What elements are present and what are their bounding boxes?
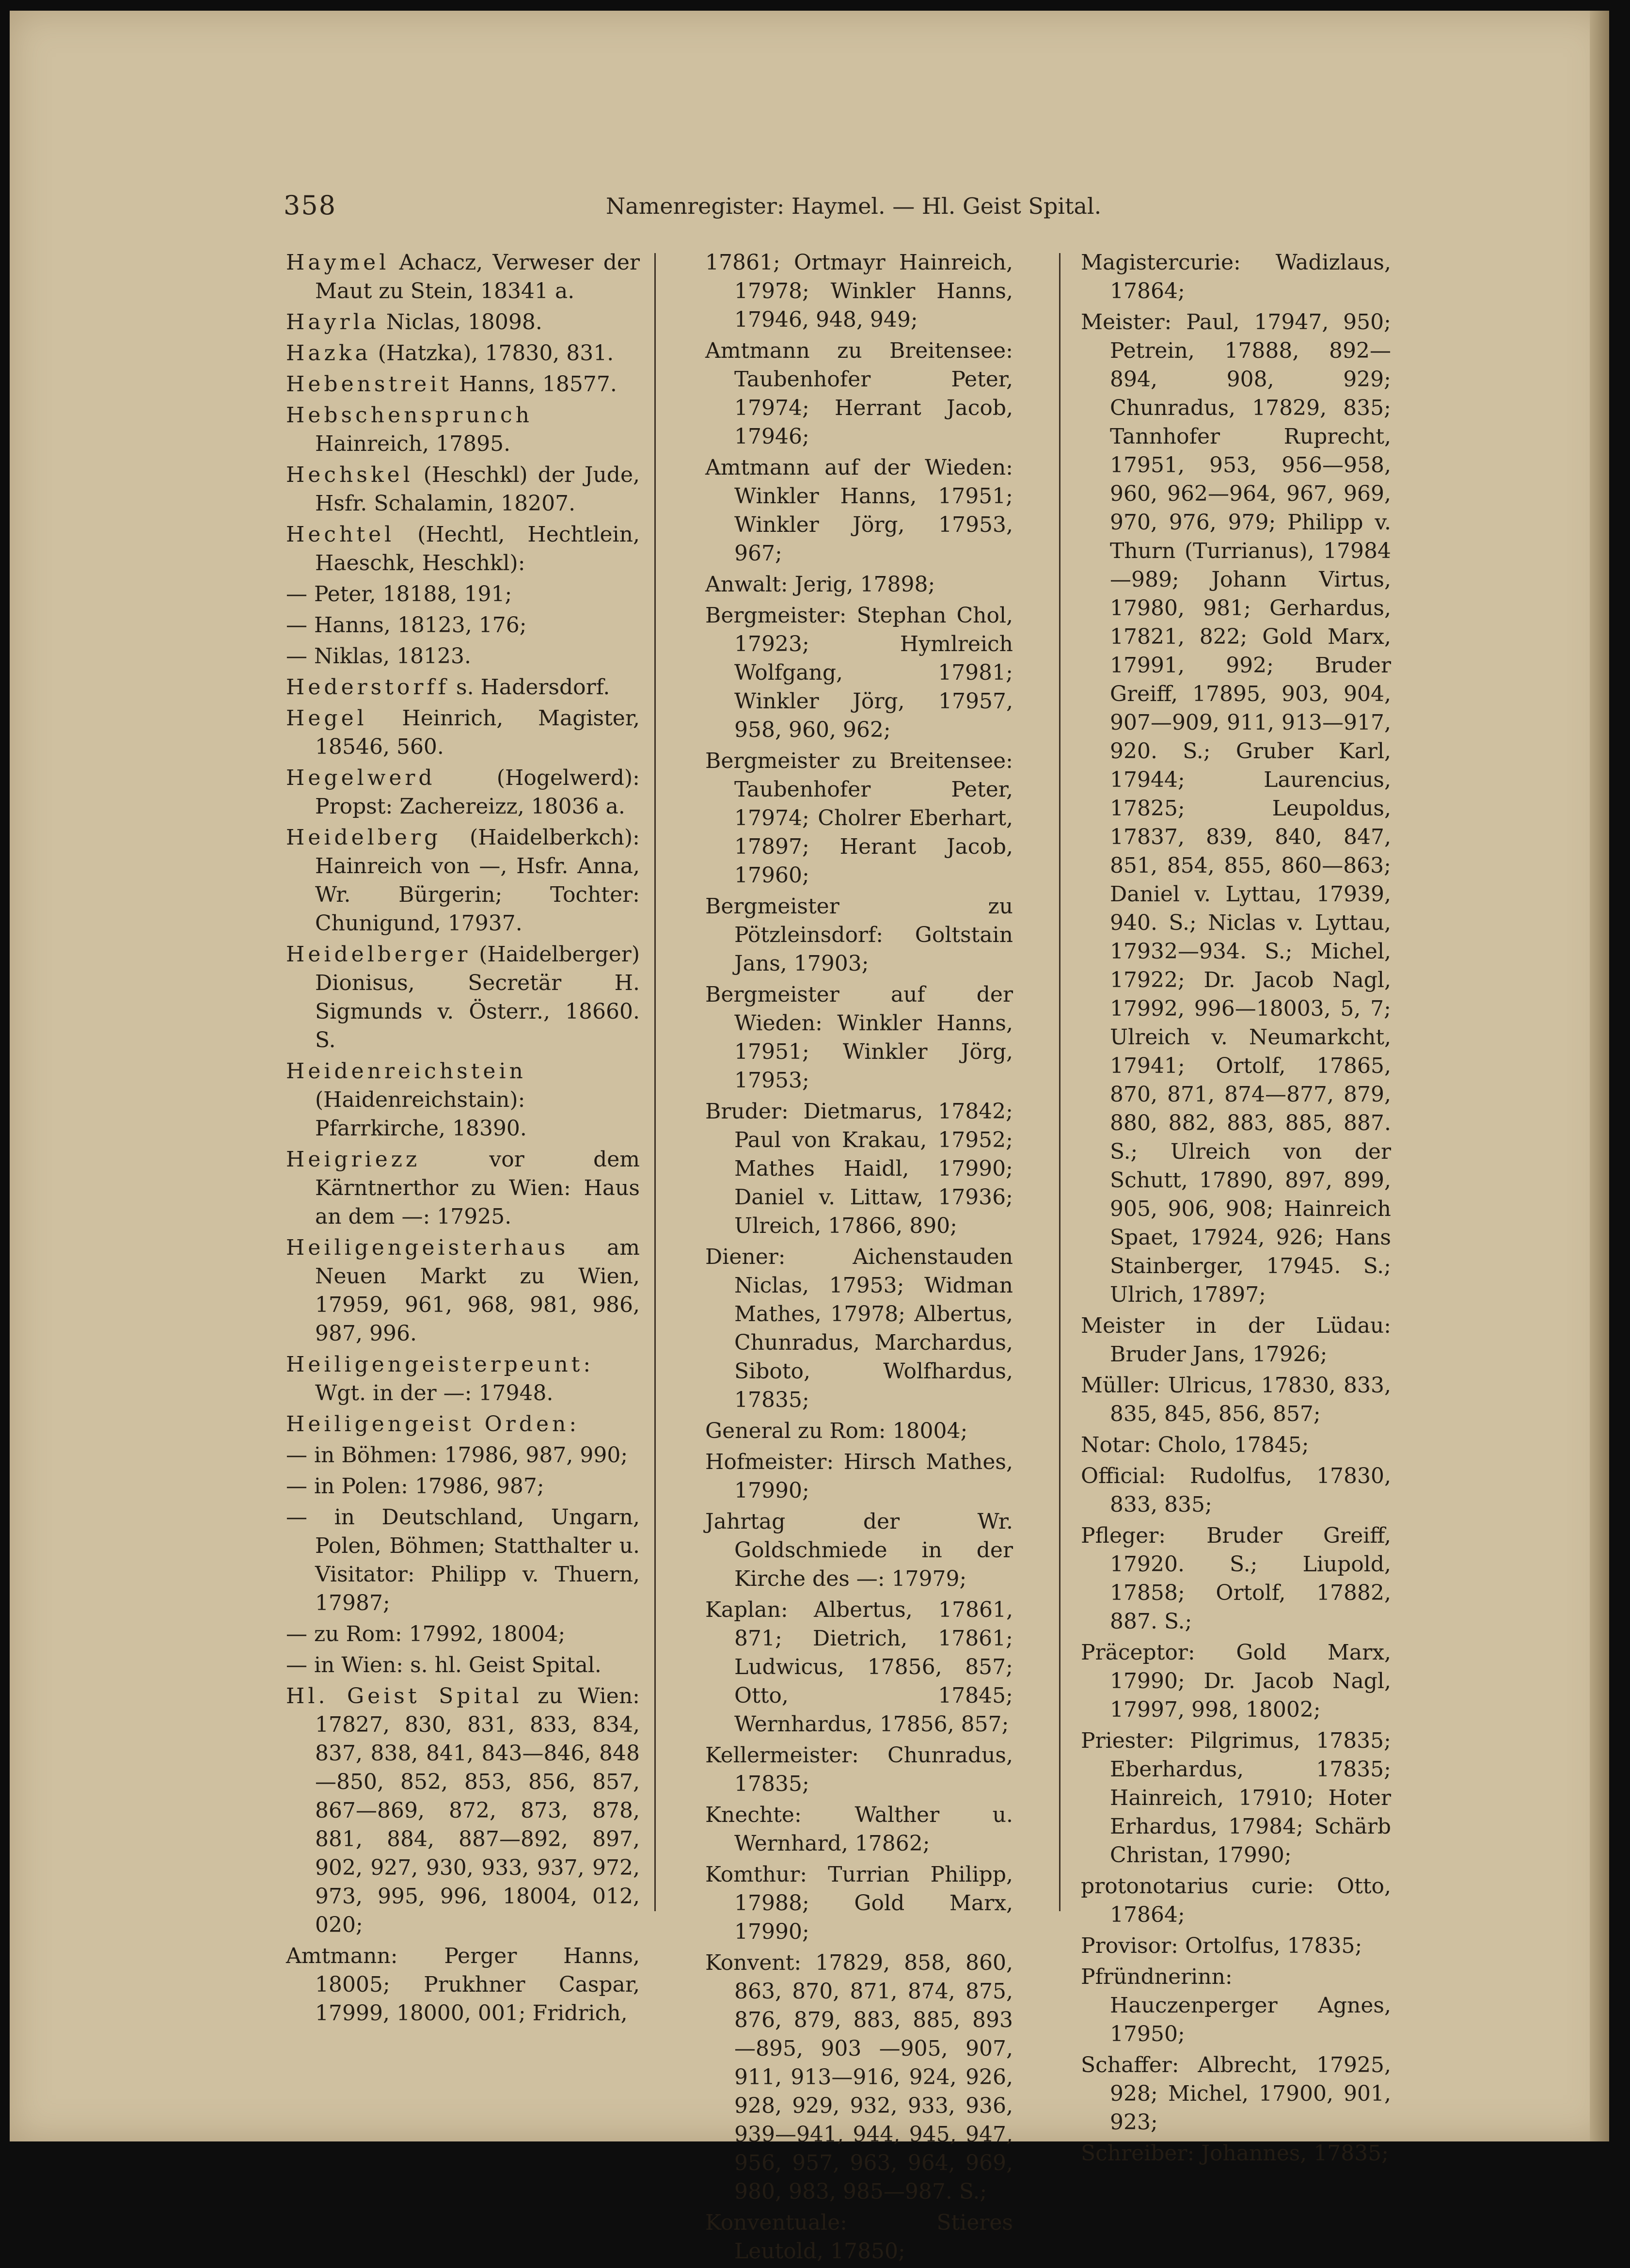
entry-text: Amtmann auf der Wieden: Winkler Hanns, 17951; Winkler Jörg, 17953, 967; [705, 455, 1013, 566]
index-entry [286, 580, 640, 608]
entry-headword: Hayrla [286, 310, 380, 335]
entry-text: Hofmeister: Hirsch Mathes, 17990; [705, 1450, 1013, 1503]
index-entry [286, 1057, 640, 1143]
index-entry [1081, 1521, 1391, 1636]
entry-text: Jahrtag der Wr. Goldschmiede in der Kirche des —: 17979; [705, 1509, 1013, 1591]
entry-text: Official: Rudolfus, 17830, 833, 835; [1081, 1464, 1391, 1517]
entry-headword: Heidenreichstein [286, 1059, 526, 1084]
index-entry [1081, 1726, 1391, 1869]
entry-text: (Heschkl) der Jude, Hsfr. Schalamin, 18207. [315, 463, 640, 516]
index-entry [1081, 2139, 1391, 2168]
entry-headword: Heiligengeist Orden [286, 1412, 570, 1437]
index-entry [705, 1448, 1013, 1505]
index-entry [286, 461, 640, 518]
index-entry [1081, 308, 1391, 1309]
entry-headword: Hebenstreit [286, 372, 453, 397]
entry-text: (Hechtl, Hechtlein, Haeschk, Heschkl): [315, 522, 640, 575]
index-entry [705, 1097, 1013, 1240]
entry-text: (Hogelwerd): Propst: Zachereizz, 18036 a. [315, 766, 640, 819]
entry-text: Provisor: Ortolfus, 17835; [1081, 1933, 1362, 1958]
entry-text: Meister in der Lüdau: Bruder Jans, 17926; [1081, 1313, 1391, 1367]
entry-headword: Hl. Geist Spital [286, 1684, 522, 1709]
entry-text: Bergmeister: Stephan Chol, 17923; Hymlreich Wolfgang, 17981; Winkler Jörg, 17957, 958, 960, 962; [705, 603, 1013, 742]
entry-text: Bergmeister auf der Wieden: Winkler Hanns, 17951; Winkler Jörg, 17953; [705, 982, 1013, 1093]
entry-headword: Hederstorff [286, 675, 450, 700]
entry-text: Pfründnerinn: Hauczenperger Agnes, 17950; [1081, 1965, 1391, 2046]
index-entry [1081, 2051, 1391, 2137]
index-entry [1081, 248, 1391, 305]
index-column-3 [1081, 248, 1391, 2170]
entry-text: Hanns, 18577. [452, 372, 617, 397]
entry-text: Amtmann zu Breitensee: Taubenhofer Peter, 17974; Herrant Jacob, 17946; [705, 338, 1013, 449]
entry-text: — zu Rom: 17992, 18004; [286, 1622, 566, 1646]
entry-headword: Hechtel [286, 522, 395, 547]
index-entry [705, 1417, 1013, 1445]
entry-text: Notar: Cholo, 17845; [1081, 1433, 1309, 1457]
entry-text: Konvent: 17829, 858, 860, 863, 870, 871, 874, 875, 876, 879, 883, 885, 893—895, 903 —905, 907, 911, 913—916, 924, 926, 928, 929, 932, 933, 936, 939—941, 944, 945, 947, 956, 957, 963, 964, 969, 980, 983, 985—987. S.; [705, 1950, 1013, 2204]
column-divider [654, 253, 656, 1911]
entry-text: — Hanns, 18123, 176; [286, 613, 527, 638]
entry-text: (Haidelberkch): Hainreich von —, Hsfr. Anna, Wr. Bürgerin; Tochter: Chunigund, 17937. [315, 825, 640, 936]
index-entry [1081, 1932, 1391, 1960]
index-entry [286, 1682, 640, 1939]
entry-headword: Heiligengeisterhaus [286, 1235, 569, 1260]
index-entry [286, 520, 640, 577]
entry-text: : Wgt. in der —: 17948. [315, 1352, 591, 1406]
index-entry [705, 1949, 1013, 2206]
index-entry [1081, 1311, 1391, 1369]
entry-text: — in Deutschland, Ungarn, Polen, Böhmen; Statthalter u. Visitator: Philipp v. Thuern, 17987; [286, 1505, 640, 1615]
entry-text: (Hatzka), 17830, 831. [371, 341, 614, 366]
entry-text: Müller: Ulricus, 17830, 833, 835, 845, 856, 857; [1081, 1373, 1391, 1426]
index-entry [705, 453, 1013, 568]
entry-text: Bruder: Dietmarus, 17842; Paul von Krakau, 17952; Mathes Haidl, 17990; Daniel v. Littaw, 17936; Ulreich, 17866, 890; [705, 1099, 1013, 1238]
index-entry [286, 611, 640, 639]
entry-text: Niclas, 18098. [379, 310, 542, 335]
entry-text: Schreiber: Johannes, 17835; [1081, 2141, 1389, 2166]
entry-text: Diener: Aichenstauden Niclas, 17953; Widman Mathes, 17978; Albertus, Chunradus, Marchardus, Siboto, Wolfhardus, 17835; [705, 1245, 1013, 1412]
index-entry [286, 248, 640, 305]
index-entry [705, 2208, 1013, 2266]
document-page [10, 11, 1609, 2264]
entry-text: Anwalt: Jerig, 17898; [705, 572, 935, 597]
running-head: Namenregister: Haymel. — Hl. Geist Spital. [606, 193, 1102, 219]
entry-text: Komthur: Turrian Philipp, 17988; Gold Marx, 17990; [705, 1862, 1013, 1944]
index-entry [1081, 1462, 1391, 1519]
page-number: 358 [284, 190, 337, 221]
entry-text: Präceptor: Gold Marx, 17990; Dr. Jacob Nagl, 17997, 998, 18002; [1081, 1640, 1391, 1722]
index-entry [705, 980, 1013, 1095]
entry-text: Kellermeister: Chunradus, 17835; [705, 1743, 1013, 1796]
index-entry [705, 747, 1013, 890]
entry-headword: Hazka [286, 341, 371, 366]
index-entry [705, 1596, 1013, 1739]
entry-text: 17861; Ortmayr Hainreich, 17978; Winkler Hanns, 17946, 948, 949; [705, 250, 1013, 332]
index-entry [286, 1233, 640, 1348]
index-entry [286, 764, 640, 821]
index-entry [286, 308, 640, 336]
entry-text: Heinrich, Magister, 18546, 560. [315, 706, 640, 759]
entry-text: Magistercurie: Wadizlaus, 17864; [1081, 250, 1391, 303]
entry-headword: Haymel [286, 250, 390, 275]
index-entry [1081, 1431, 1391, 1459]
entry-text: Achacz, Verweser der Maut zu Stein, 18341 a. [315, 250, 640, 303]
entry-text: Kaplan: Albertus, 17861, 871; Dietrich, 17861; Ludwicus, 17856, 857; Otto, 17845; Wernhardus, 17856, 857; [705, 1597, 1013, 1737]
index-entry [286, 1410, 640, 1438]
index-entry [286, 370, 640, 399]
index-entry [1081, 1872, 1391, 1929]
entry-headword: Heiligengeisterpeunt [286, 1352, 584, 1377]
index-column-2 [705, 248, 1013, 2268]
index-entry [1081, 1963, 1391, 2048]
index-column-1 [286, 248, 640, 2030]
index-entry [286, 1472, 640, 1501]
index-entry [286, 1145, 640, 1231]
index-entry [705, 1741, 1013, 1798]
entry-text: (Haidelberger) Dionisus, Secretär H. Sigmunds v. Österr., 18660. S. [315, 942, 640, 1053]
column-divider [1059, 253, 1060, 1911]
entry-headword: Heigriezz [286, 1147, 421, 1172]
entry-text: — in Polen: 17986, 987; [286, 1474, 544, 1499]
entry-text: Bergmeister zu Breitensee: Taubenhofer Peter, 17974; Cholrer Eberhart, 17897; Herant Jacob, 17960; [705, 749, 1013, 888]
entry-text: Pfleger: Bruder Greiff, 17920. S.; Liupold, 17858; Ortolf, 17882, 887. S.; [1081, 1523, 1391, 1634]
index-entry [705, 892, 1013, 978]
index-entry [286, 673, 640, 702]
index-entry [1081, 1371, 1391, 1428]
index-entry [705, 1243, 1013, 1414]
entry-text: Priester: Pilgrimus, 17835; Eberhardus, 17835; Hainreich, 17910; Hoter Erhardus, 17984; Schärb Christan, 17990; [1081, 1728, 1391, 1868]
index-entry [286, 1350, 640, 1407]
entry-text: Schaffer: Albrecht, 17925, 928; Michel, 17900, 901, 923; [1081, 2053, 1391, 2135]
entry-text: Amtmann: Perger Hanns, 18005; Prukhner Caspar, 17999, 18000, 001; Fridrich, [286, 1944, 640, 2026]
entry-text: Knechte: Walther u. Wernhard, 17862; [705, 1803, 1013, 1856]
entry-text: protonotarius curie: Otto, 17864; [1081, 1874, 1391, 1927]
entry-text: (Haidenreichstain): Pfarrkirche, 18390. [315, 1087, 527, 1141]
index-entry [286, 1942, 640, 2028]
entry-text: Hainreich, 17895. [315, 431, 511, 456]
entry-text: Meister: Paul, 17947, 950; Petrein, 17888, 892—894, 908, 929; Chunradus, 17829, 835; Tannhofer Ruprecht, 17951, 953, 956—958, 960, 962—964, 967, 969, 970, 976, 979; Philipp v. Thurn (Turrianus), 17984—989; Johann Virtus, 17980, 981; Gerhardus, 17821, 822; Gold Marx, 17991, 992; Bruder Greiff, 17895, 903, 904, 907—909, 911, 913—917, 920. S.; Gruber Karl, 17944; Laurencius, 17825; Leupoldus, 17837, 839, 840, 847, 851, 854, 855, 860—863; Daniel v. Lyttau, 17939, 940. S.; Niclas v. Lyttau, 17932—934. S.; Michel, 17922; Dr. Jacob Nagl, 17992, 996—18003, 5, 7; Ulreich v. Neumarkcht, 17941; Ortolf, 17865, 870, 871, 874—877, 879, 880, 882, 883, 885, 887. S.; Ulreich von der Schutt, 17890, 897, 899, 905, 906, 908; Hainreich Spaet, 17924, 926; Hans Stainberger, 17945. S.; Ulrich, 17897; [1081, 310, 1391, 1307]
entry-text: — Peter, 18188, 191; [286, 582, 512, 607]
entry-headword: Hebschensprunch [286, 403, 533, 428]
index-entry [286, 1651, 640, 1679]
index-entry [286, 1441, 640, 1469]
index-entry [705, 248, 1013, 334]
entry-text: s. Hadersdorf. [449, 675, 610, 700]
entry-headword: Hegelwerd [286, 766, 436, 790]
entry-text: — in Wien: s. hl. Geist Spital. [286, 1653, 601, 1677]
index-entry [286, 642, 640, 671]
index-entry [286, 339, 640, 367]
index-entry [705, 336, 1013, 451]
entry-text: — in Böhmen: 17986, 987, 990; [286, 1443, 628, 1468]
entry-headword: Hechskel [286, 463, 413, 487]
index-entry [705, 601, 1013, 744]
index-entry [705, 570, 1013, 599]
entry-headword: Heidelberger [286, 942, 471, 967]
index-entry [286, 823, 640, 938]
entry-text: : [569, 1412, 577, 1437]
entry-headword: Heidelberg [286, 825, 442, 850]
index-entry [1081, 1638, 1391, 1724]
index-entry [705, 1507, 1013, 1593]
entry-text: — Niklas, 18123. [286, 644, 472, 669]
entry-text: vor dem Kärntnerthor zu Wien: Haus an dem —: 17925. [315, 1147, 640, 1229]
index-entry [705, 1860, 1013, 1946]
index-entry [286, 401, 640, 458]
index-entry [286, 704, 640, 761]
index-entry [705, 1801, 1013, 1858]
entry-text: General zu Rom: 18004; [705, 1419, 968, 1443]
entry-text: Bergmeister zu Pötzleinsdorf: Goltstain Jans, 17903; [705, 894, 1013, 976]
entry-text: Konventuale: Stieres Leutold, 17850; [705, 2210, 1013, 2264]
entry-headword: Hegel [286, 706, 367, 731]
page-header [10, 185, 1609, 229]
entry-text: zu Wien: 17827, 830, 831, 833, 834, 837, 838, 841, 843—846, 848 —850, 852, 853, 856, 857, 867—869, 872, 873, 878, 881, 884, 887—892, 897, 902, 927, 930, 933, 937, 972, 973, 995, 996, 18004, 012, 020; [315, 1684, 640, 1937]
index-entry [286, 1620, 640, 1648]
index-entry [286, 1503, 640, 1617]
entry-text: am Neuen Markt zu Wien, 17959, 961, 968, 981, 986, 987, 996. [315, 1235, 640, 1346]
page-spine [1590, 11, 1609, 2141]
index-entry [286, 940, 640, 1054]
